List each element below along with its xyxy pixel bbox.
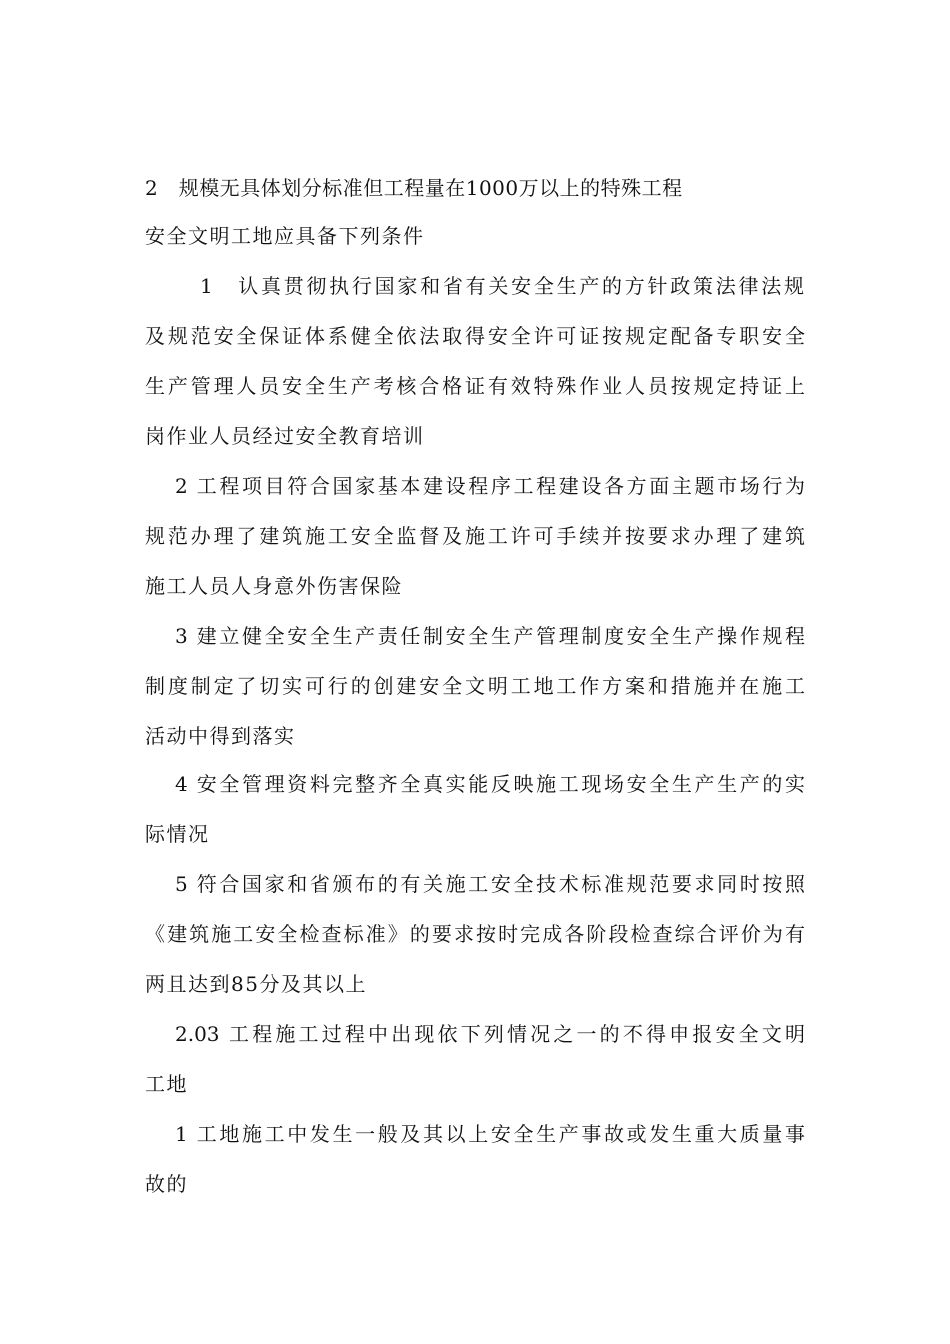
text-line-21: 故的 [145, 1172, 188, 1196]
text-line-10: 3 建立健全安全生产责任制安全生产管理制度安全生产操作规程 [175, 624, 805, 648]
text-line-1: 2 规模无具体划分标准但工程量在1000万以上的特殊工程 [145, 176, 683, 200]
text-line-14: 际情况 [145, 822, 210, 846]
text-line-18: 2.03 工程施工过程中出现依下列情况之一的不得申报安全文明 [175, 1022, 805, 1046]
text-line-20: 1 工地施工中发生一般及其以上安全生产事故或发生重大质量事 [175, 1122, 805, 1146]
text-line-6: 岗作业人员经过安全教育培训 [145, 424, 425, 448]
text-line-19: 工地 [145, 1072, 188, 1096]
text-line-15: 5 符合国家和省颁布的有关施工安全技术标准规范要求同时按照 [175, 872, 805, 896]
text-line-11: 制度制定了切实可行的创建安全文明工地工作方案和措施并在施工 [145, 674, 805, 698]
text-line-7: 2 工程项目符合国家基本建设程序工程建设各方面主题市场行为 [175, 474, 805, 498]
text-line-3: 1 认真贯彻执行国家和省有关安全生产的方针政策法律法规 [200, 274, 804, 298]
text-line-2: 安全文明工地应具备下列条件 [145, 224, 425, 248]
text-line-17: 两且达到85分及其以上 [145, 972, 367, 996]
text-line-9: 施工人员人身意外伤害保险 [145, 574, 403, 598]
text-line-5: 生产管理人员安全生产考核合格证有效特殊作业人员按规定持证上 [145, 374, 805, 398]
text-line-16: 《建筑施工安全检查标准》的要求按时完成各阶段检查综合评价为有 [145, 922, 805, 946]
text-line-4: 及规范安全保证体系健全依法取得安全许可证按规定配备专职安全 [145, 324, 805, 348]
text-line-13: 4 安全管理资料完整齐全真实能反映施工现场安全生产生产的实 [175, 772, 805, 796]
text-line-12: 活动中得到落实 [145, 724, 296, 748]
text-line-8: 规范办理了建筑施工安全监督及施工许可手续并按要求办理了建筑 [145, 524, 805, 548]
